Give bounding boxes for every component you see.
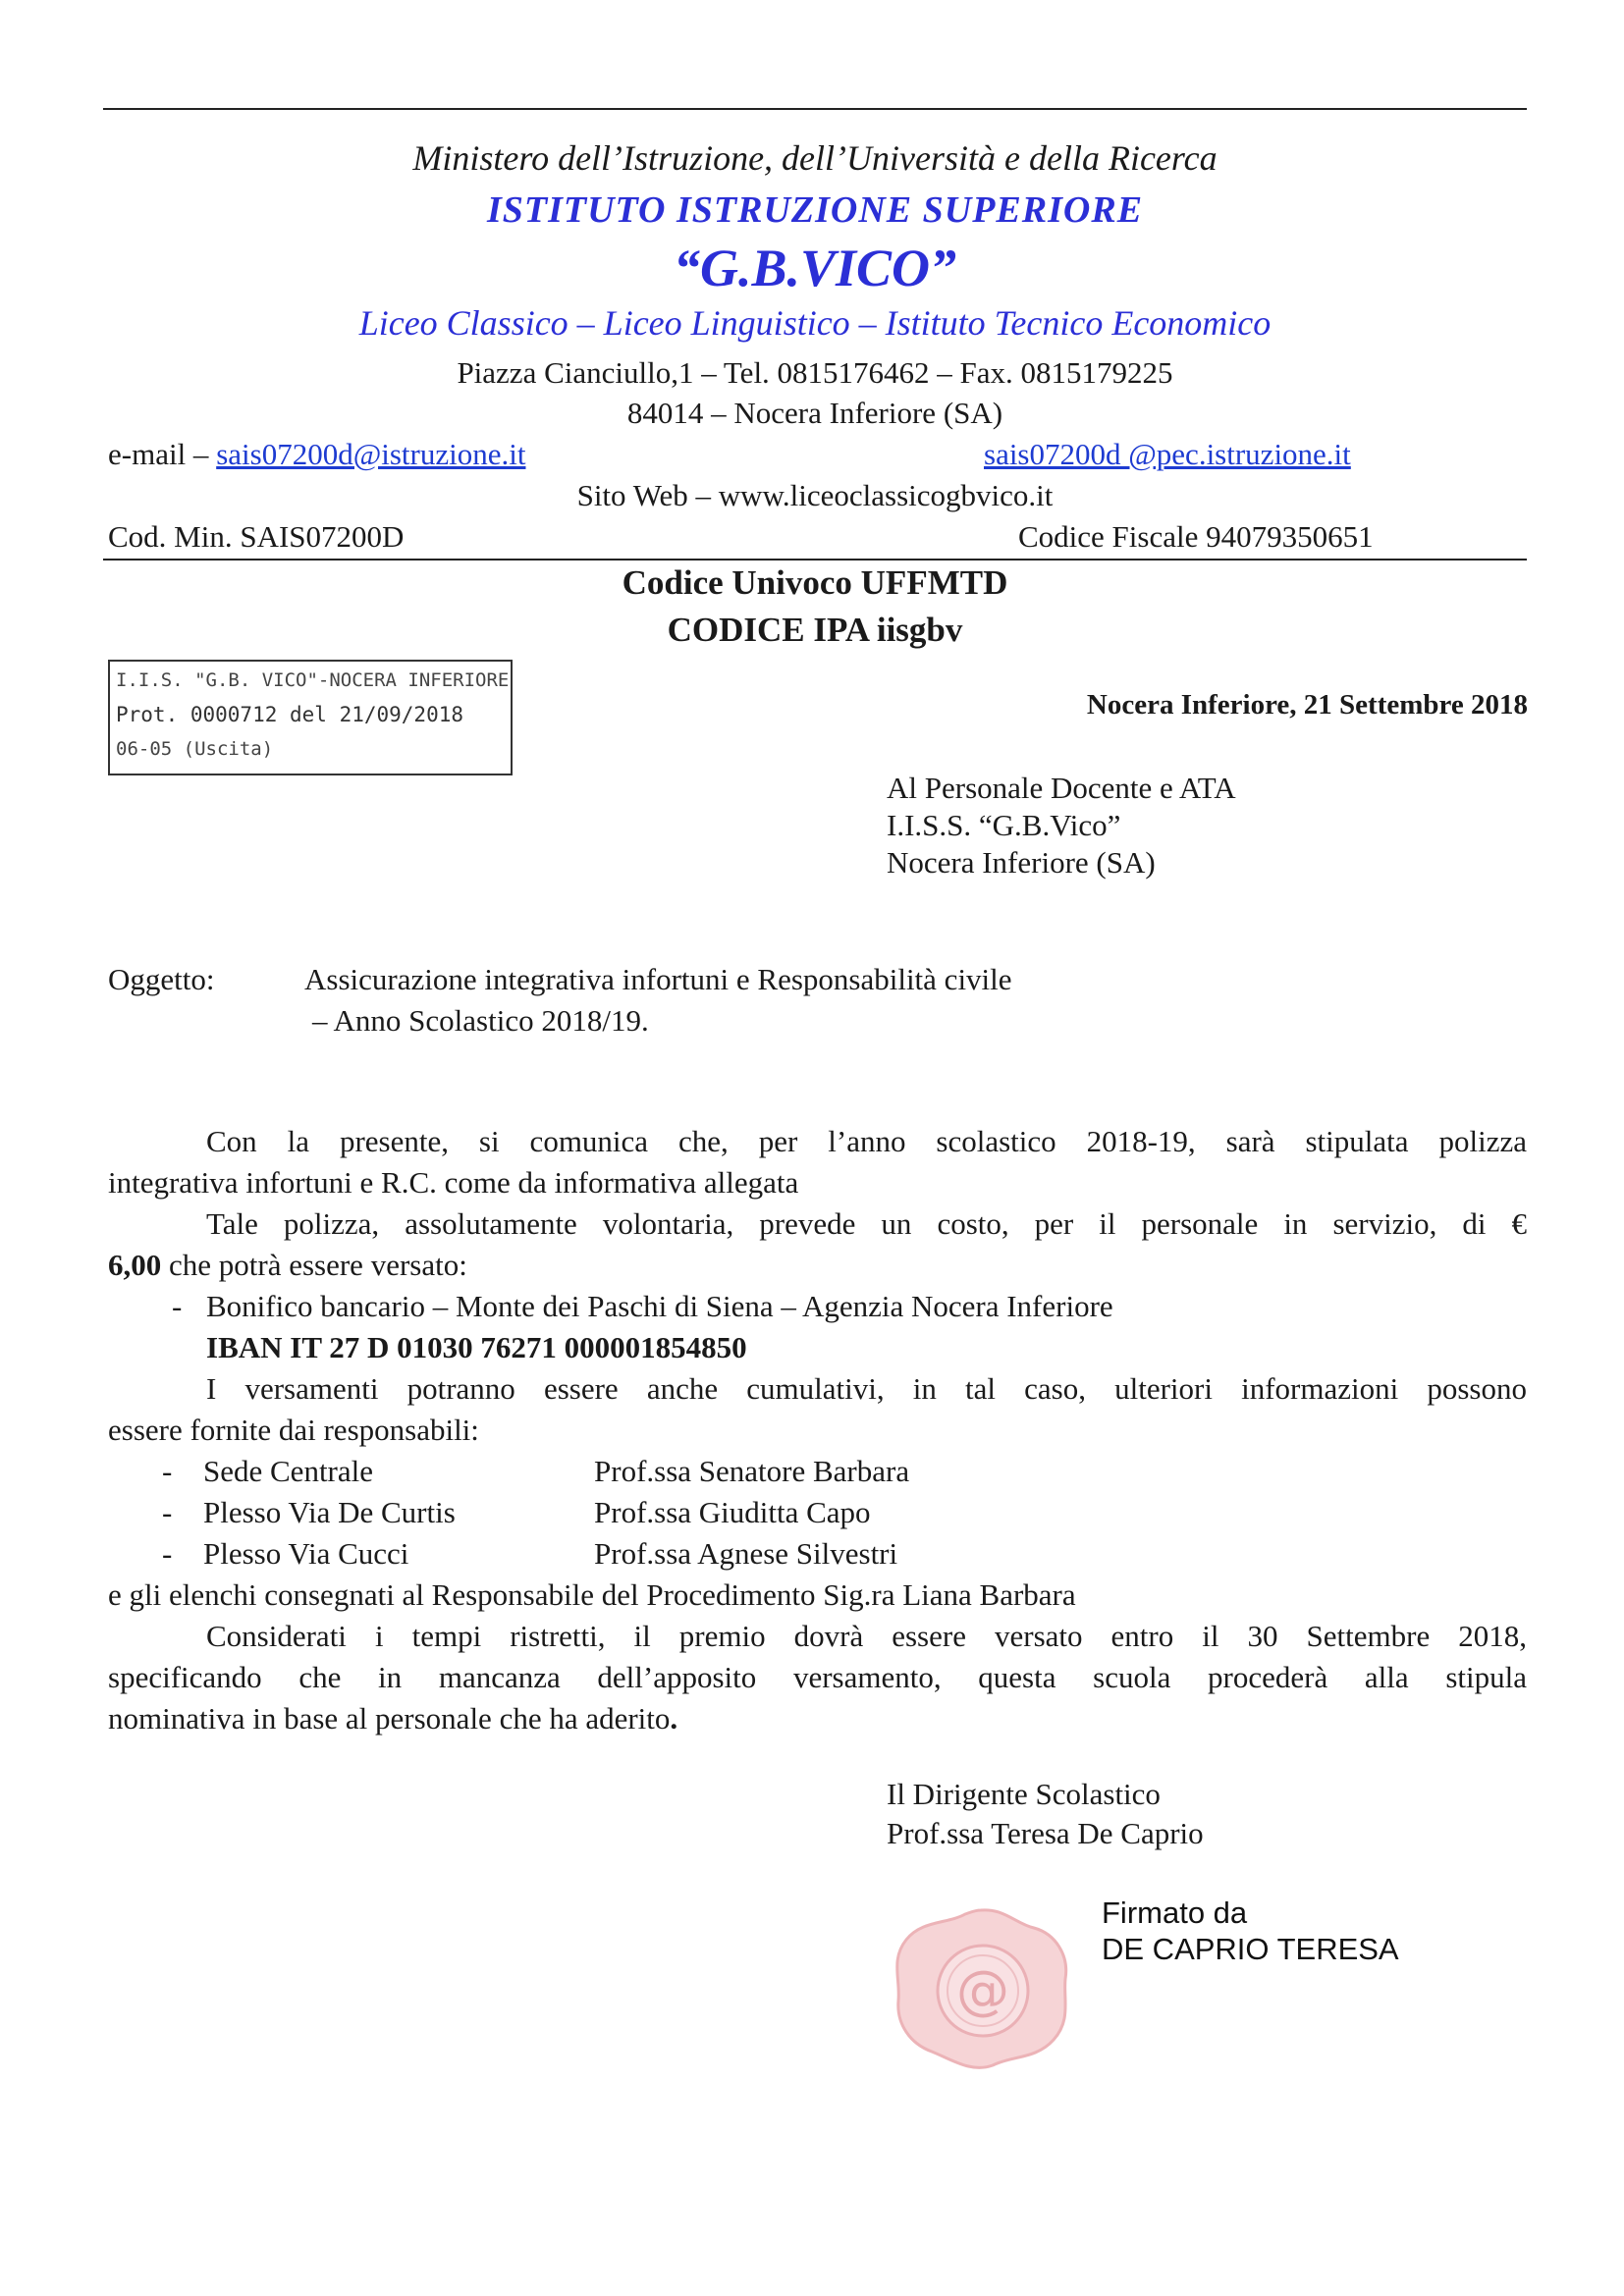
signature-role: Il Dirigente Scolastico <box>887 1777 1161 1811</box>
stamp-line-1: I.I.S. "G.B. VICO"-NOCERA INFERIORE <box>116 669 510 691</box>
p3-line-1: I versamenti potranno essere anche cumulativi, in tal caso, ulteriori informazioni possono <box>206 1371 1527 1406</box>
p2-line-1: Tale polizza, assolutamente volontaria, prevede un costo, per il personale in servizio, di € <box>206 1206 1527 1241</box>
responsabile-place: Plesso Via De Curtis <box>203 1495 456 1529</box>
list-dash: - <box>162 1495 173 1529</box>
iban: IBAN IT 27 D 01030 76271 000001854850 <box>206 1330 747 1364</box>
p1-line-1: Con la presente, si comunica che, per l’anno scolastico 2018-19, sarà stipulata polizza <box>206 1124 1527 1158</box>
codice-univoco: Codice Univoco UFFMTD <box>622 563 1008 602</box>
subject-line-1: Assicurazione integrativa infortuni e Responsabilità civile <box>304 962 1012 996</box>
p5-end: . <box>670 1701 678 1735</box>
digital-signature-text <box>1102 1895 1399 1967</box>
amount: 6,00 <box>108 1248 162 1282</box>
email-prefix: e-mail – <box>108 437 217 471</box>
signature-block <box>887 1775 1204 1853</box>
responsabile-person: Prof.ssa Senatore Barbara <box>594 1454 910 1488</box>
svg-text:@: @ <box>956 1959 1009 2021</box>
p5-line-2: specificando che in mancanza dell’apposito versamento, questa scuola procederà alla stipula <box>108 1660 1527 1694</box>
recipient-block <box>887 770 1236 881</box>
recipient-line-1: Al Personale Docente e ATA <box>887 771 1236 805</box>
p5-line-3-text: nominativa in base al personale che ha aderito <box>108 1701 671 1735</box>
schools-line: Liceo Classico – Liceo Linguistico – Istituto Tecnico Economico <box>358 303 1272 343</box>
p4: e gli elenchi consegnati al Responsabile del Procedimento Sig.ra Liana Barbara <box>108 1577 1076 1612</box>
signature-name: Prof.ssa Teresa De Caprio <box>887 1816 1204 1850</box>
recipient-line-3: Nocera Inferiore (SA) <box>887 845 1156 880</box>
digital-signature-line-1: Firmato da <box>1102 1896 1248 1930</box>
letter-body <box>108 1121 1527 1739</box>
institute-name: “G.B.VICO” <box>673 239 957 297</box>
protocol-stamp <box>108 660 513 775</box>
p2-line-2 <box>108 1245 1527 1286</box>
stamp-line-3: 06-05 (Uscita) <box>116 738 274 760</box>
responsabile-row <box>108 1533 1527 1575</box>
cod-min: Cod. Min. SAIS07200D <box>108 519 405 554</box>
digital-signature-line-2: DE CAPRIO TERESA <box>1102 1932 1399 1966</box>
email-row <box>108 437 525 472</box>
responsabile-place: Sede Centrale <box>203 1454 374 1488</box>
email-link[interactable]: sais07200d@istruzione.it <box>216 437 526 471</box>
p1-line-2: integrativa infortuni e R.C. come da informativa allegata <box>108 1165 799 1200</box>
responsabile-row <box>108 1451 1527 1492</box>
header-top-rule <box>103 108 1527 110</box>
institute-type: ISTITUTO ISTRUZIONE SUPERIORE <box>486 189 1144 231</box>
codice-fiscale: Codice Fiscale 94079350651 <box>1018 519 1374 554</box>
address-line: Piazza Cianciullo,1 – Tel. 0815176462 – Fax. 0815179225 <box>457 355 1173 390</box>
stamp-line-2: Prot. 0000712 del 21/09/2018 <box>116 703 464 726</box>
responsabile-place: Plesso Via Cucci <box>203 1536 409 1571</box>
digital-signature-seal-icon <box>889 1904 1073 2071</box>
header-bottom-rule <box>103 559 1527 561</box>
p5-line-3 <box>108 1698 1527 1739</box>
responsabile-row <box>108 1492 1527 1533</box>
website-line: Sito Web – www.liceoclassicogbvico.it <box>576 478 1054 512</box>
p3-line-2: essere fornite dai responsabili: <box>108 1413 479 1447</box>
bank-text: Bonifico bancario – Monte dei Paschi di Siena – Agenzia Nocera Inferiore <box>206 1289 1113 1323</box>
ministry-title: Ministero dell’Istruzione, dell’Università e della Ricerca <box>412 138 1218 178</box>
recipient-line-2: I.I.S.S. “G.B.Vico” <box>887 808 1121 842</box>
bank-line <box>108 1286 1527 1327</box>
pec-link[interactable]: sais07200d @pec.istruzione.it <box>984 437 1351 471</box>
responsabile-person: Prof.ssa Agnese Silvestri <box>594 1536 898 1571</box>
list-dash: - <box>162 1454 173 1488</box>
p5-line-1: Considerati i tempi ristretti, il premio dovrà essere versato entro il 30 Settembre 2018, <box>206 1619 1527 1653</box>
date-place: Nocera Inferiore, 21 Settembre 2018 <box>1086 689 1528 721</box>
p2-rest: che potrà essere versato: <box>161 1248 467 1282</box>
subject-label: Oggetto: <box>108 962 215 996</box>
list-dash: - <box>162 1536 173 1571</box>
bank-dash: - <box>172 1289 183 1323</box>
codice-ipa: CODICE IPA iisgbv <box>667 611 963 649</box>
responsabile-person: Prof.ssa Giuditta Capo <box>594 1495 871 1529</box>
subject-line-2: – Anno Scolastico 2018/19. <box>312 1003 649 1038</box>
city-line: 84014 – Nocera Inferiore (SA) <box>626 396 1003 430</box>
